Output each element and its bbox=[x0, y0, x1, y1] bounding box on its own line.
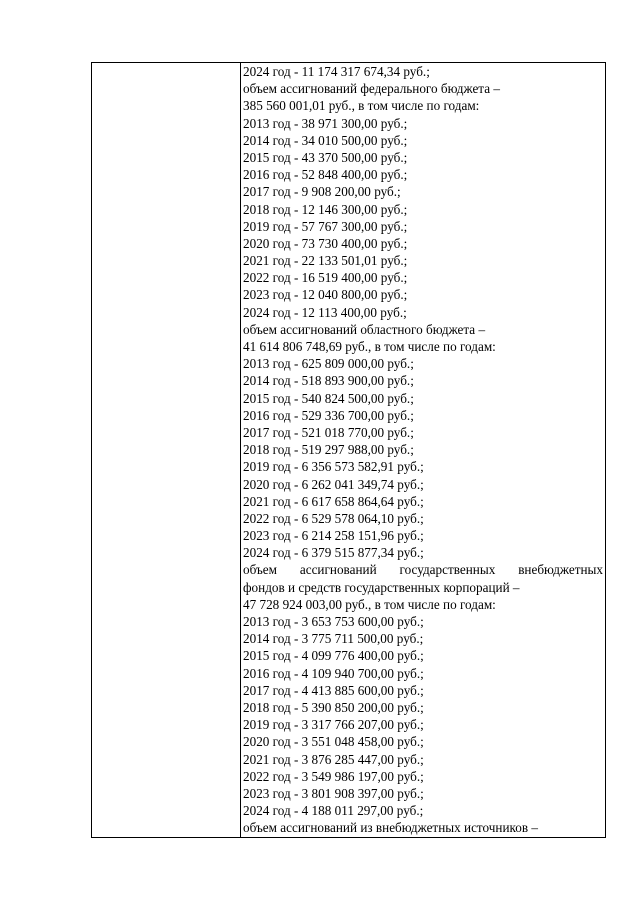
text-line: 2017 год - 9 908 200,00 руб.; bbox=[243, 184, 401, 200]
text-word: внебюджетных bbox=[518, 562, 603, 578]
text-line: объем ассигнований федерального бюджета – bbox=[243, 81, 500, 97]
text-line: 2015 год - 540 824 500,00 руб.; bbox=[243, 390, 414, 406]
text-line: 2016 год - 529 336 700,00 руб.; bbox=[243, 407, 414, 423]
funding-details-column bbox=[241, 63, 605, 837]
text-line: 2021 год - 22 133 501,01 руб.; bbox=[243, 253, 408, 269]
text-line: 2021 год - 6 617 658 864,64 руб.; bbox=[243, 493, 424, 509]
text-line: 2024 год - 12 113 400,00 руб.; bbox=[243, 304, 407, 320]
text-line: 2018 год - 519 297 988,00 руб.; bbox=[243, 442, 414, 458]
text-line: 2014 год - 3 775 711 500,00 руб.; bbox=[243, 631, 424, 647]
text-line: 2022 год - 16 519 400,00 руб.; bbox=[243, 270, 408, 286]
text-line: 385 560 001,01 руб., в том числе по годам: bbox=[243, 98, 480, 114]
text-line: 2021 год - 3 876 285 447,00 руб.; bbox=[243, 751, 424, 767]
text-line: 2023 год - 3 801 908 397,00 руб.; bbox=[243, 785, 424, 801]
text-word: государственных bbox=[399, 562, 496, 578]
text-line: 2019 год - 57 767 300,00 руб.; bbox=[243, 218, 408, 234]
text-word: объем bbox=[243, 562, 277, 578]
text-line: 2018 год - 12 146 300,00 руб.; bbox=[243, 201, 408, 217]
text-line: 2017 год - 521 018 770,00 руб.; bbox=[243, 424, 414, 440]
text-line: 2013 год - 3 653 753 600,00 руб.; bbox=[243, 614, 424, 629]
text-line: 41 614 806 748,69 руб., в том числе по годам: bbox=[243, 339, 496, 354]
text-line: 2017 год - 4 413 885 600,00 руб.; bbox=[243, 682, 424, 698]
text-line: 2016 год - 52 848 400,00 руб.; bbox=[243, 167, 408, 183]
text-line: 2020 год - 6 262 041 349,74 руб.; bbox=[243, 476, 424, 492]
text-line: объем ассигнований из внебюджетных источников – bbox=[243, 820, 538, 836]
text-word: ассигнований bbox=[299, 562, 377, 578]
text-line bbox=[243, 561, 603, 578]
text-line: фондов и средств государственных корпораций – bbox=[243, 579, 520, 595]
text-line: 2013 год - 38 971 300,00 руб.; bbox=[243, 115, 408, 131]
text-line: 2024 год - 11 174 317 674,34 руб.; bbox=[243, 64, 430, 79]
text-line: 2014 год - 518 893 900,00 руб.; bbox=[243, 373, 414, 389]
text-line: 2019 год - 3 317 766 207,00 руб.; bbox=[243, 717, 424, 733]
text-line: 2024 год - 6 379 515 877,34 руб.; bbox=[243, 545, 424, 561]
text-line: 2020 год - 3 551 048 458,00 руб.; bbox=[243, 734, 424, 750]
text-line: 47 728 924 003,00 руб., в том числе по годам: bbox=[243, 596, 496, 612]
text-line: 2014 год - 34 010 500,00 руб.; bbox=[243, 132, 408, 148]
label-column bbox=[92, 63, 241, 837]
text-line: 2022 год - 6 529 578 064,10 руб.; bbox=[243, 510, 424, 526]
text-line: 2023 год - 6 214 258 151,96 руб.; bbox=[243, 528, 424, 544]
text-line: 2015 год - 43 370 500,00 руб.; bbox=[243, 149, 408, 165]
text-line: 2013 год - 625 809 000,00 руб.; bbox=[243, 356, 414, 372]
text-line: 2022 год - 3 549 986 197,00 руб.; bbox=[243, 768, 424, 784]
text-line: 2023 год - 12 040 800,00 руб.; bbox=[243, 287, 408, 303]
text-line: 2018 год - 5 390 850 200,00 руб.; bbox=[243, 699, 424, 715]
text-line: 2016 год - 4 109 940 700,00 руб.; bbox=[243, 665, 424, 681]
text-line: 2020 год - 73 730 400,00 руб.; bbox=[243, 235, 408, 251]
text-line: объем ассигнований областного бюджета – bbox=[243, 321, 486, 337]
text-line: 2019 год - 6 356 573 582,91 руб.; bbox=[243, 459, 424, 475]
text-line: 2024 год - 4 188 011 297,00 руб.; bbox=[243, 803, 424, 819]
funding-table bbox=[91, 62, 606, 838]
text-line: 2015 год - 4 099 776 400,00 руб.; bbox=[243, 648, 424, 664]
